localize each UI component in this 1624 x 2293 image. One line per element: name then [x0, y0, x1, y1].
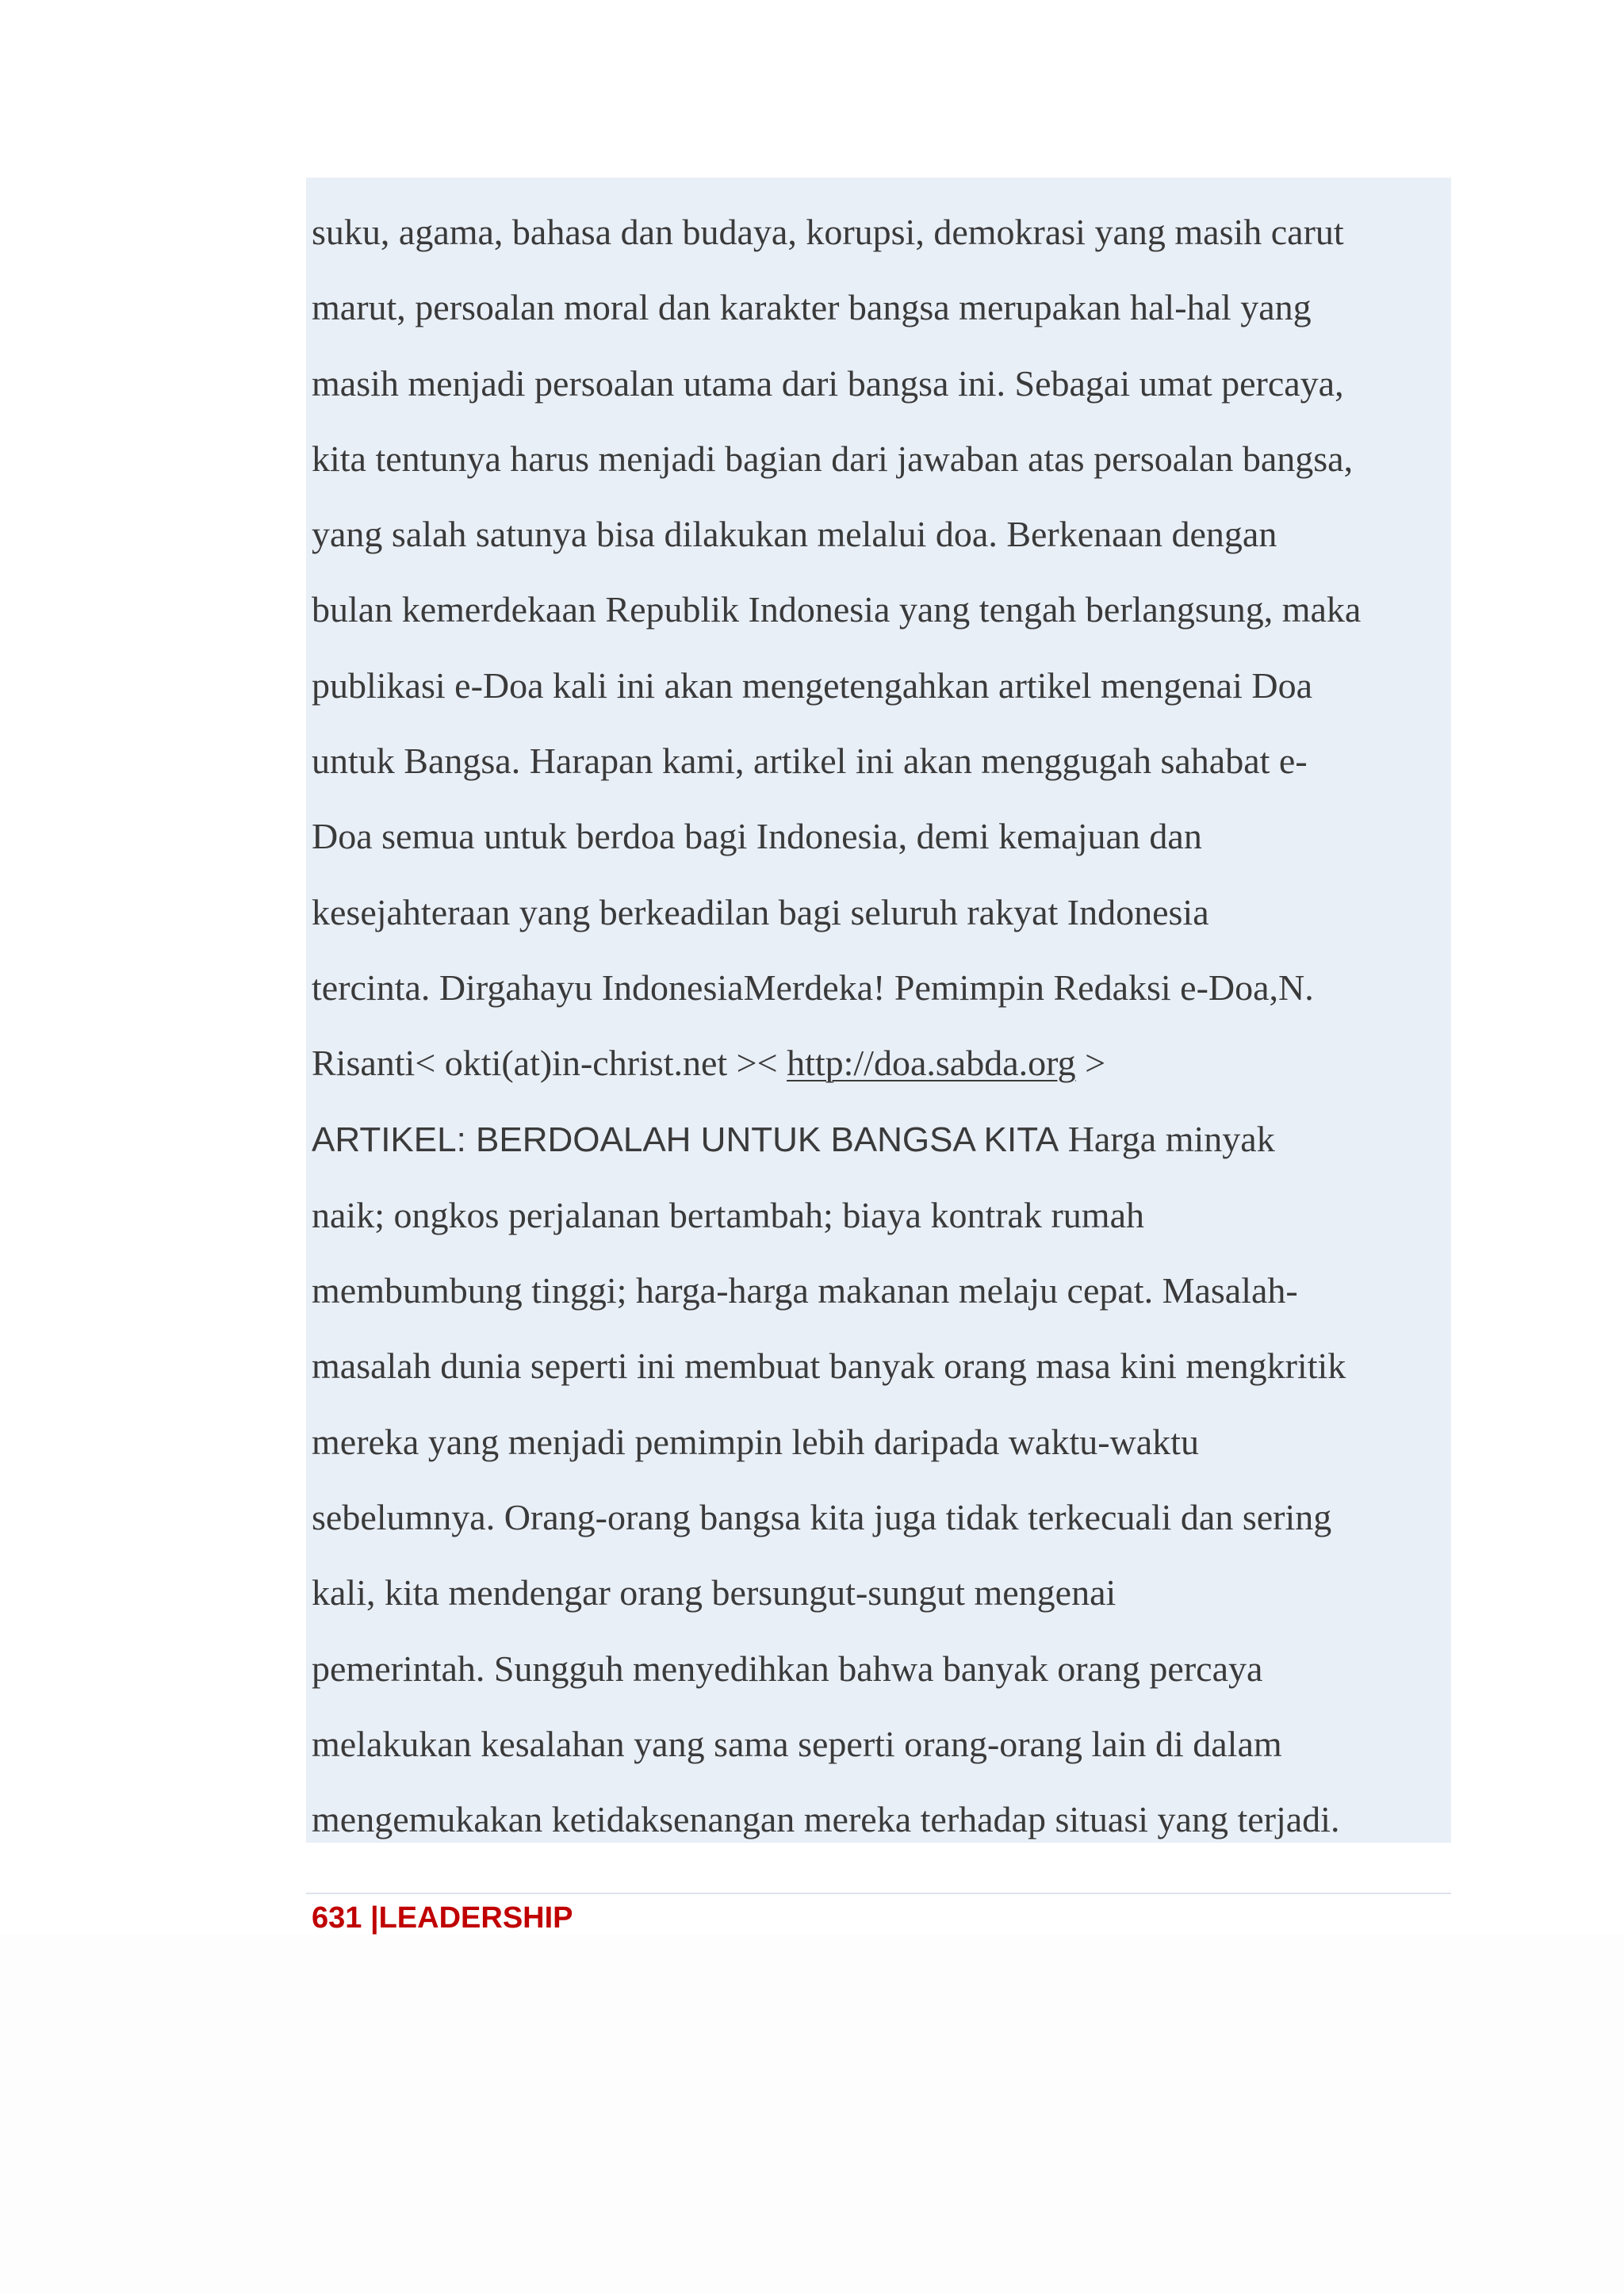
- body-line: yang salah satunya bisa dilakukan melalui doa. Berkenaan dengan: [312, 514, 1277, 555]
- body-line: bulan kemerdekaan Republik Indonesia yang tengah berlangsung, maka: [312, 589, 1362, 630]
- body-line: marut, persoalan moral dan karakter bangsa merupakan hal-hal yang: [312, 287, 1312, 328]
- contact-text: Risanti< okti(at)in-christ.net ><: [312, 1043, 787, 1084]
- body-line: pemerintah. Sungguh menyedihkan bahwa banyak orang percaya: [312, 1648, 1263, 1689]
- body-line: Doa semua untuk berdoa bagi Indonesia, demi kemajuan dan: [312, 816, 1202, 857]
- body-line: masih menjadi persoalan utama dari bangsa ini. Sebagai umat percaya,: [312, 362, 1344, 404]
- body-line: untuk Bangsa. Harapan kami, artikel ini akan menggugah sahabat e-: [312, 741, 1308, 782]
- article-body: [312, 194, 1454, 1858]
- contact-line: [312, 1025, 1454, 1101]
- body-line: suku, agama, bahasa dan budaya, korupsi, demokrasi yang masih carut: [312, 212, 1344, 252]
- body-line: kali, kita mendengar orang bersungut-sungut mengenai: [312, 1572, 1116, 1614]
- contact-text-end: >: [1075, 1043, 1106, 1084]
- body-line: kesejahteraan yang berkeadilan bagi seluruh rakyat Indonesia: [312, 891, 1209, 932]
- body-line: mereka yang menjadi pemimpin lebih daripada waktu-waktu: [312, 1421, 1199, 1462]
- footer-divider: [306, 1893, 1451, 1894]
- article-heading: ARTIKEL: BERDOALAH UNTUK BANGSA KITA: [312, 1120, 1059, 1159]
- body-line: kita tentunya harus menjadi bagian dari jawaban atas persoalan bangsa,: [312, 438, 1354, 479]
- body-line: masalah dunia seperti ini membuat banyak orang masa kini mengkritik: [312, 1346, 1346, 1387]
- body-line: publikasi e-Doa kali ini akan mengetengahkan artikel mengenai Doa: [312, 664, 1312, 706]
- body-line: naik; ongkos perjalanan bertambah; biaya kontrak rumah: [312, 1194, 1144, 1235]
- body-line: tercinta. Dirgahayu IndonesiaMerdeka! Pemimpin Redaksi e-Doa,N.: [312, 967, 1314, 1008]
- page-footer: 631 |LEADERSHIP: [312, 1901, 573, 1935]
- article-intro-text: Harga minyak: [1059, 1118, 1275, 1159]
- body-line: membumbung tinggi; harga-harga makanan melaju cepat. Masalah-: [312, 1270, 1298, 1311]
- doa-sabda-link[interactable]: http://doa.sabda.org: [787, 1043, 1076, 1084]
- body-line: sebelumnya. Orang-orang bangsa kita juga tidak terkecuali dan sering: [312, 1497, 1332, 1538]
- body-line: mengemukakan ketidaksenangan mereka terhadap situasi yang terjadi.: [312, 1799, 1340, 1840]
- article-heading-line: [312, 1101, 1454, 1177]
- page-bottom-area: [0, 1935, 1624, 2293]
- body-line: melakukan kesalahan yang sama seperti orang-orang lain di dalam: [312, 1723, 1282, 1764]
